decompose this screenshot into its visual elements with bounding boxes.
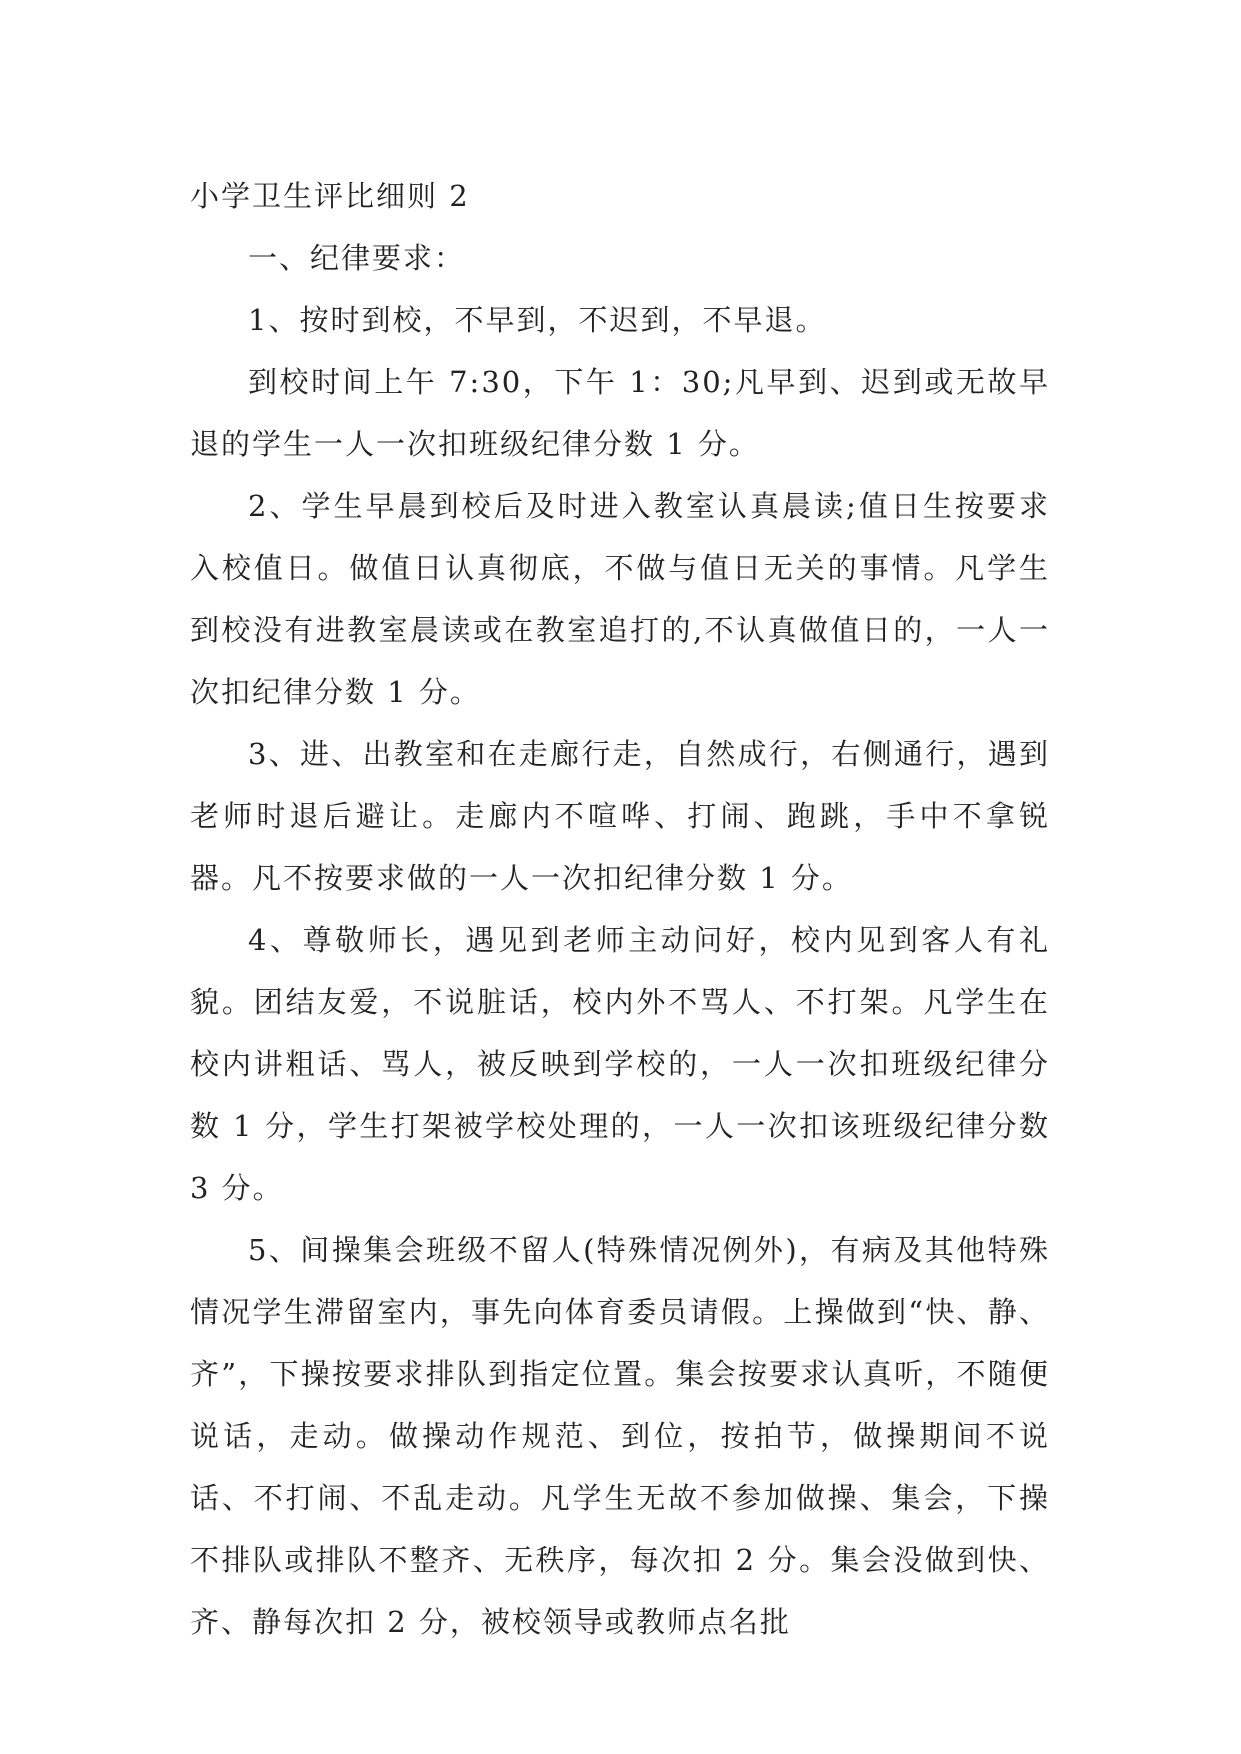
rule-4: 4、尊敬师长，遇见到老师主动问好，校内见到客人有礼貌。团结友爱，不说脏话，校内外不骂人、不打架。凡学生在校内讲粗话、骂人，被反映到学校的，一人一次扣班级纪律分数 1 分，学生打架被学校处理的，一人一次扣该班级纪律分数 3 分。 [190, 923, 1050, 1205]
rule-1: 1、按时到校，不早到，不迟到，不早退。 [248, 303, 827, 337]
rule-5: 5、间操集会班级不留人(特殊情况例外)，有病及其他特殊情况学生滞留室内，事先向体育委员请假。上操做到“快、静、齐”，下操按要求排队到指定位置。集会按要求认真听，不随便说话，走动。做操动作规范、到位，按拍节，做操期间不说话、不打闹、不乱走动。凡学生无故不参加做操、集会，下操不排队或排队不整齐、无秩序，每次扣 2 分。集会没做到快、齐、静每次扣 2 分，被校领导或教师点名批 [190, 1233, 1050, 1639]
section-heading-discipline: 一、纪律要求： [248, 241, 466, 275]
document-title: 小学卫生评比细则 2 [190, 179, 470, 213]
document-body [190, 165, 1050, 1653]
rule-3: 3、进、出教室和在走廊行走，自然成行，右侧通行，遇到老师时退后避让。走廊内不喧哗、打闹、跑跳，手中不拿锐器。凡不按要求做的一人一次扣纪律分数 1 分。 [190, 737, 1050, 895]
rule-1-detail: 到校时间上午 7:30，下午 1：30;凡早到、迟到或无故早退的学生一人一次扣班级纪律分数 1 分。 [190, 365, 1050, 461]
rule-2: 2、学生早晨到校后及时进入教室认真晨读;值日生按要求入校值日。做值日认真彻底，不做与值日无关的事情。凡学生到校没有进教室晨读或在教室追打的,不认真做值日的，一人一次扣纪律分数 1 分。 [190, 489, 1050, 709]
